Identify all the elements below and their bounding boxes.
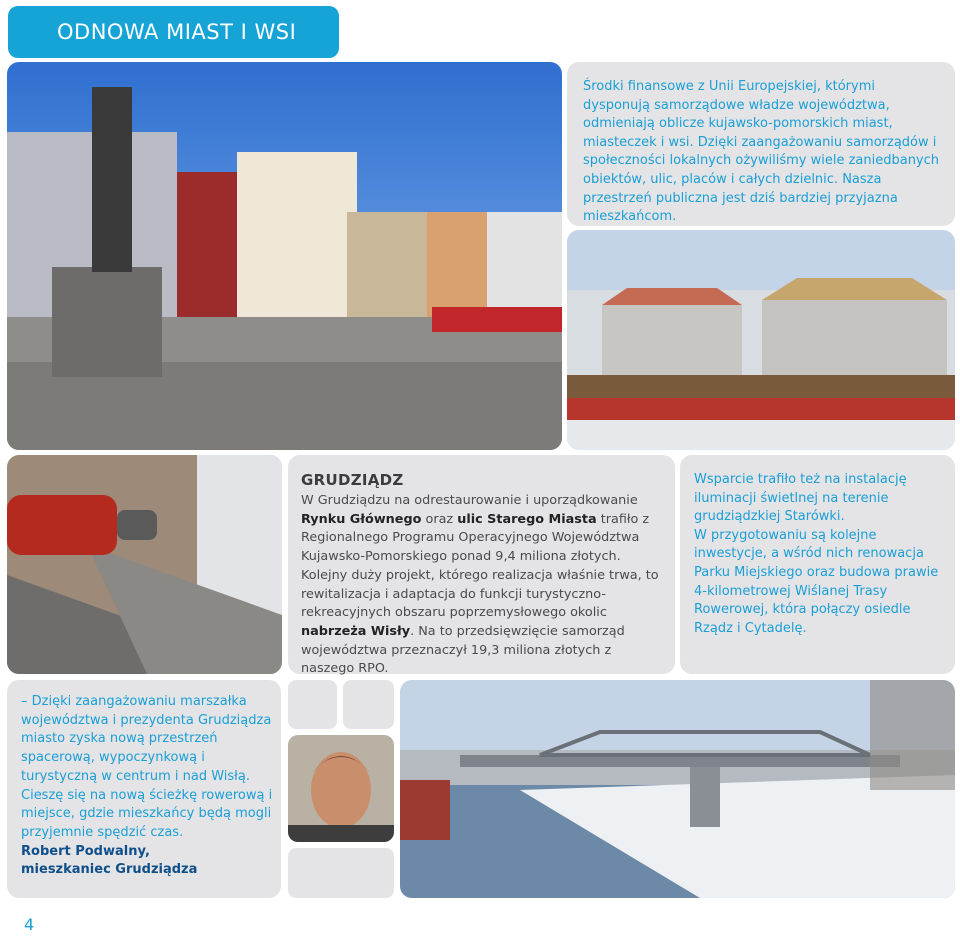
section-title: ODNOWA MIAST I WSI: [57, 20, 297, 44]
support-box: [680, 455, 955, 674]
grudziadz-text-2: oraz: [421, 511, 458, 527]
grudziadz-bold-market: Rynku Głównego: [301, 511, 422, 527]
grudziadz-text: [301, 492, 663, 679]
photo-vistula-bridge: [400, 680, 955, 898]
photo-portrait: [288, 735, 394, 842]
support-text-1: Wsparcie trafiło też na instalację iluminacji świetlnej na terenie grudziądzkiej Starówki.: [694, 472, 907, 525]
photo-riverside-construction: [567, 230, 955, 450]
photo-market-square: [7, 62, 562, 450]
quote-author-name: Robert Podwalny, mieszkaniec Grudziądza: [21, 843, 198, 878]
support-text-2: W przygotowaniu są kolejne inwestycje, a wśród nich renowacja Parku Miejskiego oraz budowa prawie 4-kilometrowej Wiślanej Trasy Rowerowej, która połączy osiedle Rządz i Cytadelę.: [694, 527, 939, 636]
decorative-square-3: [288, 848, 394, 898]
intro-box: [567, 62, 955, 226]
photo-old-town-street: [7, 455, 282, 674]
decorative-square-1: [288, 680, 337, 729]
grudziadz-text-3: trafiło z Regionalnego Programu Operacyjnego Województwa Kujawsko-Pomorskiego ponad 9,4 miliona złotych. Kolejny duży projekt, którego realizacja właśnie trwa, to rewitalizacja i adaptacja do funkcji turystyczno-rekreacyjnych obszaru poprzemysłowego okolic: [301, 511, 659, 621]
quote-box: [7, 680, 281, 898]
grudziadz-text-1: W Grudziądzu na odrestaurowanie i uporządkowanie: [301, 493, 638, 508]
decorative-square-2: [343, 680, 394, 729]
quote-text: – Dzięki zaangażowaniu marszałka województwa i prezydenta Grudziądza miasto zyska nową przestrzeń spacerową, wypoczynkową i turystyczną w centrum i nad Wisłą. Cieszę się na nową ścieżkę rowerową i miejsce, gdzie mieszkańcy będą mogli przyjemnie spędzić czas.: [21, 694, 273, 840]
intro-text: Środki finansowe z Unii Europejskiej, którymi dysponują samorządowe władze województwa, odmieniają oblicze kujawsko-pomorskich miast, miasteczek i wsi. Dzięki zaangażowaniu samorządów i społeczności lokalnych ożywiliśmy wiele zaniedbanych obiektów, ulic, placów i całych dzielnic. Nasza przestrzeń publiczna jest dziś bardziej przyjazna mieszkańcom.: [583, 79, 940, 225]
page-number: 4: [24, 915, 35, 934]
grudziadz-bold-riverside: nabrzeża Wisły: [301, 623, 411, 639]
grudziadz-bold-streets: ulic Starego Miasta: [457, 511, 597, 527]
grudziadz-box: [288, 455, 675, 677]
quote-author: [21, 843, 211, 880]
grudziadz-text-4: . Na to przedsięwzięcie samorząd województwa przeznaczył 19,3 miliona złotych z naszego RPO.: [301, 623, 625, 677]
section-header: [8, 6, 339, 58]
grudziadz-title: GRUDZIĄDZ: [301, 471, 404, 489]
